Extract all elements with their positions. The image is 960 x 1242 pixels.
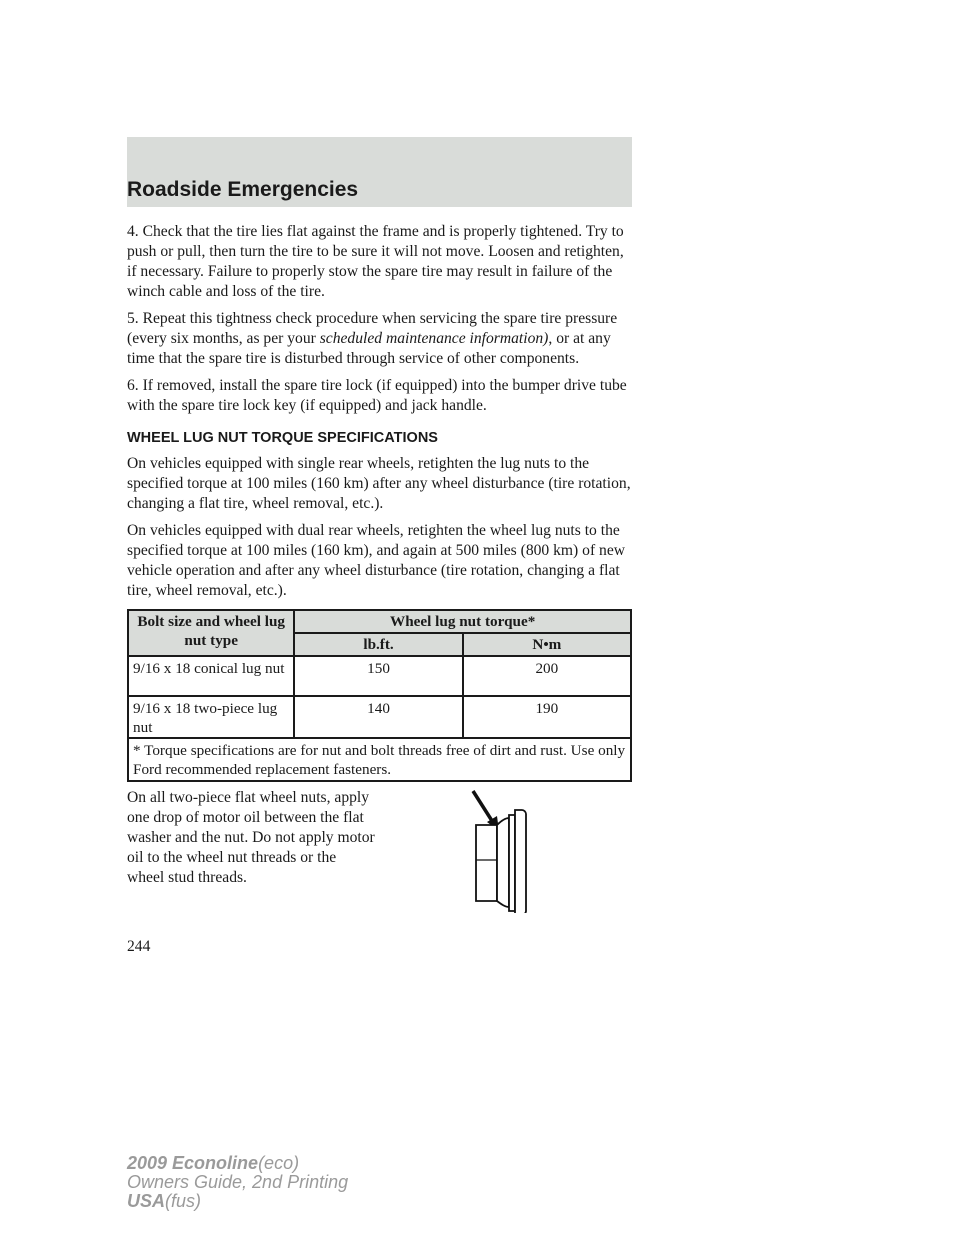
- torque-group-header: Wheel lug nut torque*: [294, 610, 631, 633]
- table-footnote: * Torque specifications are for nut and bolt threads free of dirt and rust. Use only Ford recommended replacement fasteners.: [128, 738, 631, 781]
- document-footer: [127, 1154, 348, 1211]
- two-piece-nut-paragraph: On all two-piece flat wheel nuts, apply one drop of motor oil between the flat washer and the nut. Do not apply motor oil to the wheel nut threads or the wheel stud threads.: [127, 789, 375, 886]
- step-4-paragraph: 4. Check that the tire lies flat against the frame and is properly tightened. Try to push or pull, then turn the tire to be sure it will not move. Loosen and retighten, if necessary. Failure to properly stow the spare tire may result in failure of the winch cable and loss of the tire.: [127, 223, 624, 300]
- step-5-paragraph: [127, 309, 632, 369]
- torque-specs-heading: WHEEL LUG NUT TORQUE SPECIFICATIONS: [127, 430, 438, 446]
- footer-market-code: (fus): [165, 1191, 202, 1211]
- footer-market: USA: [127, 1191, 166, 1211]
- footer-edition: Owners Guide, 2nd Printing: [127, 1172, 349, 1192]
- table-row: [128, 696, 631, 738]
- section-title: Roadside Emergencies: [127, 178, 359, 201]
- step-6-paragraph: 6. If removed, install the spare tire lock (if equipped) into the bumper drive tube with the spare tire lock key (if equipped) and jack handle.: [127, 377, 627, 414]
- footer-model-code: (eco): [258, 1153, 300, 1173]
- dual-rear-wheels-paragraph: On vehicles equipped with dual rear wheels, retighten the wheel lug nuts to the specified torque at 100 miles (160 km), and again at 500 miles (800 km) of new vehicle operation and after any wheel disturbance (tire rotation, changing a flat tire, wheel removal, etc.).: [127, 522, 626, 599]
- lbft-value-cell: 140: [294, 696, 462, 738]
- nut-body: [476, 825, 497, 901]
- step-5-text-start: 5. Repeat this tightness check procedure when servicing the spare tire pressure (every six months, as per your: [127, 310, 618, 347]
- bolt-size-column-header: Bolt size and wheel lug nut type: [128, 610, 294, 656]
- washer-face: [515, 810, 526, 913]
- lbft-value-cell: 150: [294, 656, 462, 696]
- page-number: 244: [127, 938, 151, 955]
- table-row: [128, 656, 631, 696]
- nut-type-cell: 9/16 x 18 two-piece lug nut: [128, 696, 294, 738]
- maintenance-reference: scheduled maintenance information): [319, 330, 549, 347]
- nut-type-cell: 9/16 x 18 conical lug nut: [128, 656, 294, 696]
- page-content: [127, 222, 632, 913]
- lug-nut-illustration: [465, 788, 555, 913]
- nut-collar: [497, 818, 509, 907]
- single-rear-wheels-paragraph: On vehicles equipped with single rear wheels, retighten the lug nuts to the specified torque at 100 miles (160 km) after any wheel disturbance (tire rotation, changing a flat tire, wheel removal, etc.).: [127, 455, 631, 512]
- nm-value-cell: 190: [463, 696, 631, 738]
- indicator-arrow-shaft: [473, 791, 494, 824]
- step-5-text-end: , or at any time that the spare tire is disturbed through service of other components.: [127, 330, 611, 367]
- two-piece-nut-section: [127, 788, 632, 913]
- flat-washer: [509, 815, 515, 911]
- unit-lbft-header: lb.ft.: [294, 633, 462, 656]
- footer-model: 2009 Econoline: [127, 1153, 259, 1173]
- torque-spec-table: [127, 609, 632, 782]
- nm-value-cell: 200: [463, 656, 631, 696]
- unit-nm-header: N•m: [463, 633, 631, 656]
